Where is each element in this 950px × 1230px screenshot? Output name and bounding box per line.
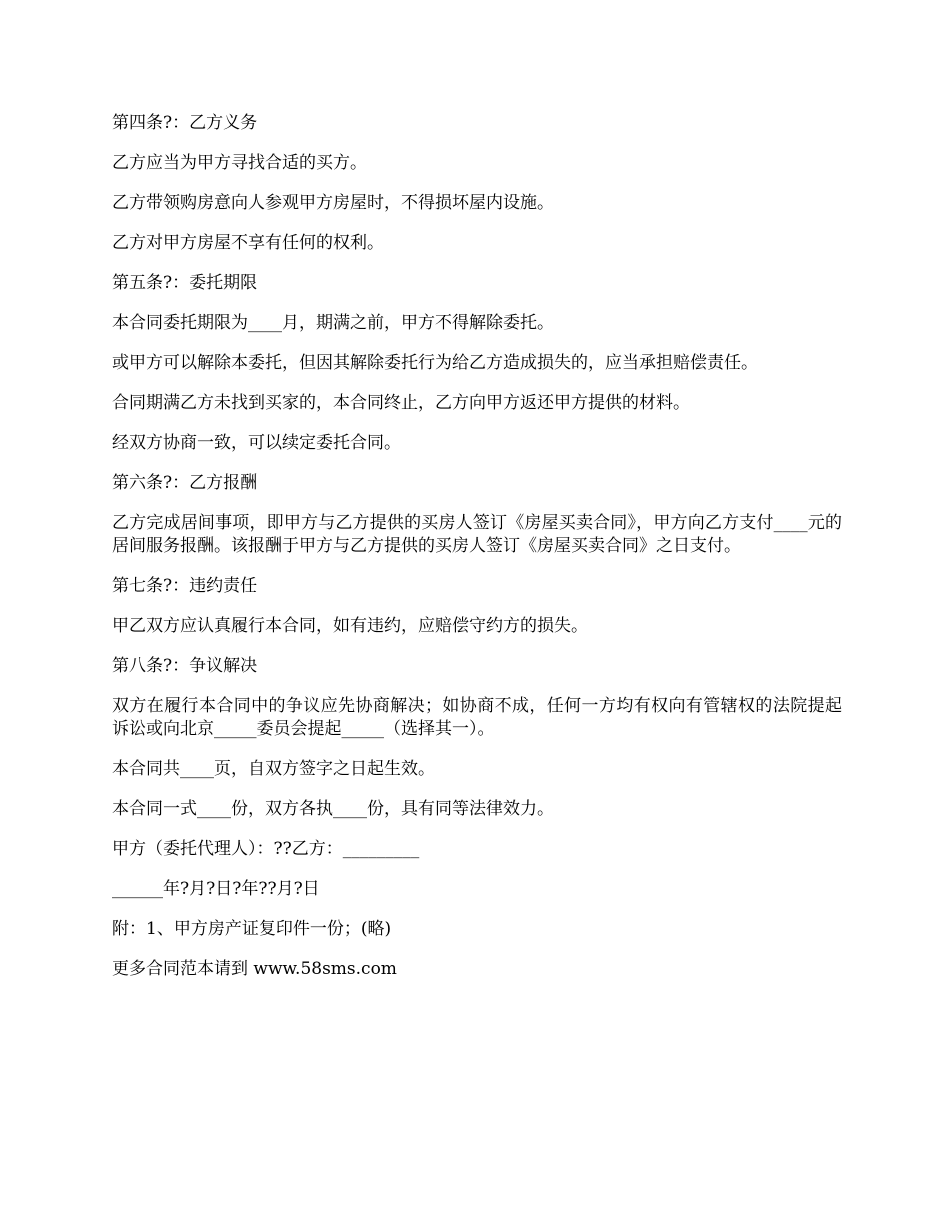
article-8-heading: 第八条?：争议解决 <box>112 656 258 676</box>
article-7-clause-1: 甲乙双方应认真履行本合同，如有违约，应赔偿守约方的损失。 <box>112 616 588 636</box>
signature-line: 甲方（委托代理人）：??乙方：_________ <box>112 839 420 859</box>
more-templates-note: 更多合同范本请到 www.58sms.com <box>112 959 397 979</box>
article-5-heading: 第五条?：委托期限 <box>112 273 258 293</box>
article-4-heading: 第四条?：乙方义务 <box>112 113 258 133</box>
article-4-clause-2: 乙方带领购房意向人参观甲方房屋时，不得损坏屋内设施。 <box>112 193 554 213</box>
article-4-clause-1: 乙方应当为甲方寻找合适的买方。 <box>112 153 367 173</box>
article-4-clause-3: 乙方对甲方房屋不享有任何的权利。 <box>112 233 384 253</box>
attachment-note: 附：1、甲方房产证复印件一份；(略) <box>112 919 392 939</box>
document-body <box>112 112 842 998</box>
article-5-clause-1: 本合同委托期限为____月，期满之前，甲方不得解除委托。 <box>112 313 554 333</box>
article-6-heading: 第六条?：乙方报酬 <box>112 473 258 493</box>
date-line: ______年?月?日?年??月?日 <box>112 879 320 899</box>
article-6-clause-1: 乙方完成居间事项，即甲方与乙方提供的买房人签订《房屋买卖合同》，甲方向乙方支付____元的居间服务报酬。该报酬于甲方与乙方提供的买房人签订《房屋买卖合同》之日支付。 <box>112 513 842 556</box>
copies-clause: 本合同一式____份，双方各执____份，具有同等法律效力。 <box>112 799 554 819</box>
article-5-clause-4: 经双方协商一致，可以续定委托合同。 <box>112 433 401 453</box>
article-8-clause-1: 双方在履行本合同中的争议应先协商解决；如协商不成，任何一方均有权向有管辖权的法院提起诉讼或向北京_____委员会提起_____（选择其一）。 <box>112 696 842 739</box>
article-5-clause-3: 合同期满乙方未找到买家的，本合同终止，乙方向甲方返还甲方提供的材料。 <box>112 393 690 413</box>
page-count-clause: 本合同共____页，自双方签字之日起生效。 <box>112 759 435 779</box>
article-5-clause-2: 或甲方可以解除本委托，但因其解除委托行为给乙方造成损失的，应当承担赔偿责任。 <box>112 353 758 373</box>
article-7-heading: 第七条?：违约责任 <box>112 576 258 596</box>
